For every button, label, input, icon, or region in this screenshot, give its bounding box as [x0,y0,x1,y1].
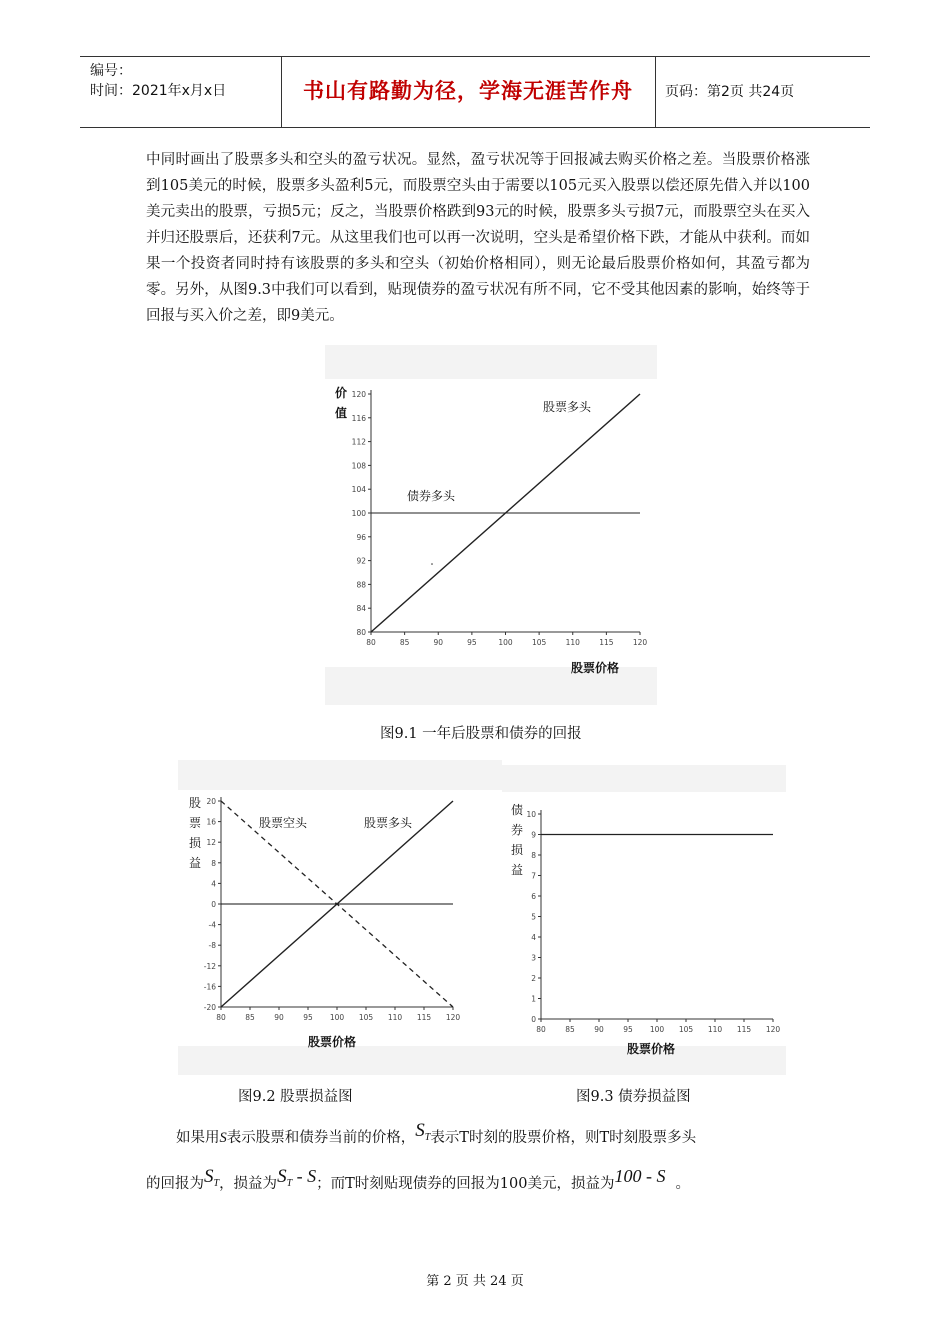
y-tick-label: 1 [531,994,536,1004]
figure-9-3-caption: 图9.3 债券损益图 [576,1089,691,1105]
y-label-char: 券 [511,823,524,837]
x-tick-label: 85 [399,638,410,647]
formula-rest: - S [292,1166,317,1186]
stock-profit-loss-chart [178,760,502,1075]
y-tick-label: -4 [208,920,216,930]
figure-9-2 [178,760,502,1075]
text-segment: 的回报为 [146,1176,204,1192]
x-tick-label: 85 [245,1013,255,1022]
x-tick-label: 90 [433,638,444,647]
y-tick-label: 9 [531,830,536,840]
header-left-cell [90,61,226,101]
y-label-char: 债 [511,803,524,817]
header-divider [655,57,656,127]
x-tick-label: 115 [416,1013,432,1022]
var-s: S [219,1130,227,1146]
text-segment: ，损益为 [219,1176,278,1192]
page-header [80,56,870,128]
stock-bond-value-chart [325,345,657,705]
x-axis-label: 股票价格 [308,1035,357,1049]
x-tick-label: 105 [358,1013,374,1022]
x-tick-label: 110 [707,1025,723,1034]
figure-9-1 [325,345,657,705]
stray-dot [431,563,433,565]
x-tick-label: 95 [303,1013,313,1022]
y-tick-label: 116 [351,413,366,423]
page-footer: 第 2 页 共 24 页 [426,1274,524,1289]
y-tick-label: 96 [356,532,366,542]
formula-line-2 [146,1166,826,1195]
short-label: 股票空头 [259,816,308,830]
y-tick-label: 10 [526,810,536,819]
y-tick-label: 0 [531,1015,536,1024]
y-tick-label: 5 [531,912,536,922]
y-label-char: 益 [511,863,524,877]
time-label: 时间：2021年x月x日 [90,83,227,99]
y-tick-label: 2 [531,974,536,983]
x-tick-label: 110 [565,638,580,647]
header-page-info: 页码：第2页 共24页 [665,84,795,100]
x-tick-label: 90 [274,1013,284,1022]
bond-long-label: 债券多头 [407,489,456,503]
x-tick-label: 115 [736,1025,752,1034]
serial-label: 编号： [90,63,132,79]
x-tick-label: 95 [467,638,477,647]
x-tick-label: 115 [599,638,614,647]
x-tick-label: 105 [678,1025,694,1034]
y-tick-label: 20 [206,797,216,806]
text-segment: 表示股票和债券当前的价格， [226,1130,416,1146]
x-tick-label: 90 [594,1025,604,1034]
text-segment: 表示T时刻的股票价格，则T时刻股票多头 [430,1130,697,1146]
y-tick-label: 12 [206,838,216,848]
x-tick-label: 105 [531,638,547,647]
y-label-char: 损 [189,836,202,850]
y-tick-label: 4 [531,933,536,942]
x-axis-label: 股票价格 [627,1042,676,1056]
y-tick-label: -20 [203,1003,216,1012]
x-tick-label: 95 [623,1025,633,1034]
long-label: 股票多头 [364,816,413,830]
var-st: S [204,1166,214,1187]
y-tick-label: 92 [356,556,366,566]
y-tick-label: 88 [356,580,366,590]
x-axis-label: 股票价格 [571,661,620,675]
y-tick-label: -8 [208,941,216,951]
y-tick-label: 84 [356,604,366,614]
header-motto: 书山有路勤为径，学海无涯苦作舟 [303,78,633,103]
formula-st: S [277,1166,287,1187]
y-tick-label: 16 [206,817,216,827]
figure-9-3 [502,765,786,1075]
text-segment: 。 [675,1176,690,1192]
x-tick-label: 120 [445,1013,461,1022]
formula-line-1 [176,1120,856,1149]
var-st-sub: T [424,1131,431,1143]
x-tick-label: 100 [329,1013,345,1022]
y-tick-label: 100 [351,509,366,518]
formula-bond: 100 - S [614,1166,666,1186]
x-tick-label: 100 [498,638,513,647]
y-tick-label: 80 [356,628,366,637]
intro-paragraph: 中同时画出了股票多头和空头的盈亏状况。显然，盈亏状况等于回报减去购买价格之差。当股票价格涨到105美元的时候，股票多头盈利5元，而股票空头由于需要以105元买入股票以偿还原先借入并以100美元卖出的股票，亏损5元；反之，当股票价格跌到93元的时候，股票多头亏损7元，而股票空头在买入并归还股票后，还获利7元。从这里我们也可以再一次说明，空头是希望价格下跌，才能从中获利。而如果一个投资者同时持有该股票的多头和空头（初始价格相同），则无论最后股票价格如何，其盈亏都为零。另外，从图9.3中我们可以看到，贴现债券的盈亏状况有所不同，它不受其他因素的影响，始终等于回报与买入价之差，即9美元。 [146,152,810,324]
y-tick-label: 104 [351,485,366,495]
stock-long-label: 股票多头 [543,400,592,414]
y-axis-label-2: 值 [335,406,348,420]
y-label-char: 股 [189,796,202,810]
text-segment: ；而T时刻贴现债券的回报为100美元，损益为 [316,1176,615,1192]
var-st-sub: T [213,1177,220,1189]
y-tick-label: -12 [203,961,216,971]
formula-st-sub: T [286,1177,293,1189]
y-tick-label: 108 [351,461,366,471]
y-tick-label: -16 [203,982,216,992]
figure-9-1-caption: 图9.1 一年后股票和债券的回报 [380,726,582,742]
x-tick-label: 80 [216,1013,226,1022]
x-tick-label: 85 [565,1025,575,1034]
x-tick-label: 110 [387,1013,403,1022]
y-axis-label-1: 价 [335,386,348,400]
y-tick-label: 0 [211,900,216,909]
y-tick-label: 7 [531,871,536,881]
y-tick-label: 112 [351,437,366,447]
y-tick-label: 4 [211,879,216,889]
y-label-char: 损 [511,843,524,857]
y-tick-label: 120 [351,390,366,399]
x-tick-label: 120 [765,1025,781,1034]
y-tick-label: 6 [531,892,536,901]
x-tick-label: 120 [632,638,648,647]
x-tick-label: 80 [366,638,376,647]
y-tick-label: 8 [531,851,536,860]
x-tick-label: 100 [649,1025,665,1034]
y-label-char: 票 [189,816,202,830]
y-label-char: 益 [189,856,202,870]
x-tick-label: 80 [536,1025,546,1034]
y-tick-label: 8 [211,858,216,868]
bond-profit-loss-chart [502,765,786,1075]
figure-9-2-caption: 图9.2 股票损益图 [238,1089,353,1105]
var-st: S [415,1120,425,1141]
y-tick-label: 3 [531,953,536,963]
text-segment: 如果用 [176,1130,220,1146]
